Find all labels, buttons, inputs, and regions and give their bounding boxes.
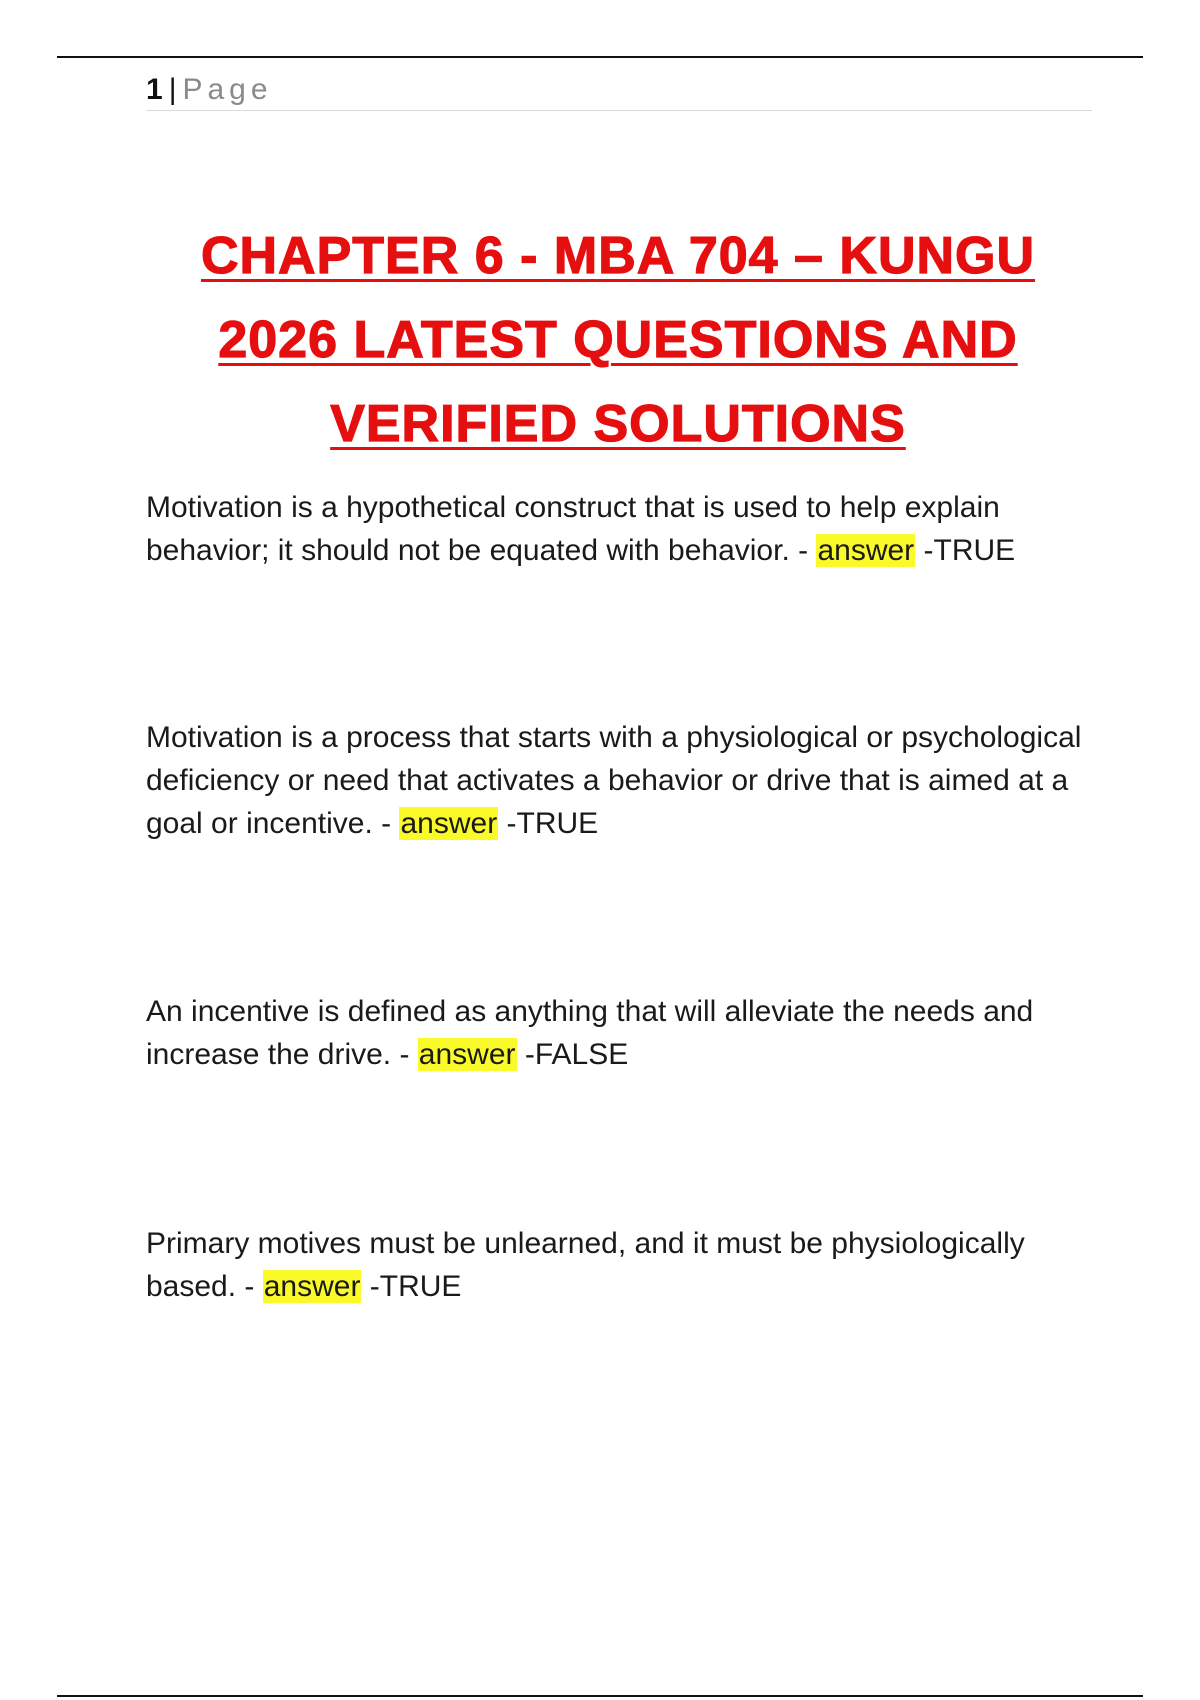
- page-word: Page: [182, 73, 273, 106]
- title-line-2: 2026 LATEST QUESTIONS AND: [218, 311, 1018, 369]
- answer-highlight: answer: [400, 807, 498, 840]
- answer-value: -TRUE: [361, 1270, 462, 1303]
- answer-highlight: answer: [817, 534, 915, 567]
- question-item: [146, 990, 1096, 1076]
- question-text: An incentive is defined as anything that will alleviate the needs and increase the drive. -: [146, 995, 1034, 1071]
- answer-value: -TRUE: [498, 807, 599, 840]
- question-text: Motivation is a hypothetical construct that is used to help explain behavior; it should not be equated with behavior. -: [146, 491, 1000, 567]
- answer-value: -FALSE: [516, 1038, 629, 1071]
- title-line-1: CHAPTER 6 - MBA 704 – KUNGU: [200, 227, 1036, 285]
- page-number: 1: [146, 73, 163, 106]
- question-item: [146, 716, 1096, 845]
- title-line-3: VERIFIED SOLUTIONS: [330, 395, 906, 453]
- answer-value: -TRUE: [915, 534, 1016, 567]
- document-title: [120, 214, 1116, 466]
- answer-highlight: answer: [418, 1038, 516, 1071]
- bottom-rule: [57, 1695, 1143, 1697]
- question-item: [146, 486, 1096, 572]
- top-rule: [57, 56, 1143, 58]
- answer-highlight: answer: [263, 1270, 361, 1303]
- page-separator: |: [168, 73, 177, 106]
- question-item: [146, 1222, 1096, 1308]
- question-text: Primary motives must be unlearned, and it must be physiologically based. -: [146, 1227, 1025, 1303]
- page-header: [146, 72, 1092, 111]
- question-text: Motivation is a process that starts with a physiological or psychological deficiency or need that activates a behavior or drive that is aimed at a goal or incentive. -: [146, 721, 1082, 840]
